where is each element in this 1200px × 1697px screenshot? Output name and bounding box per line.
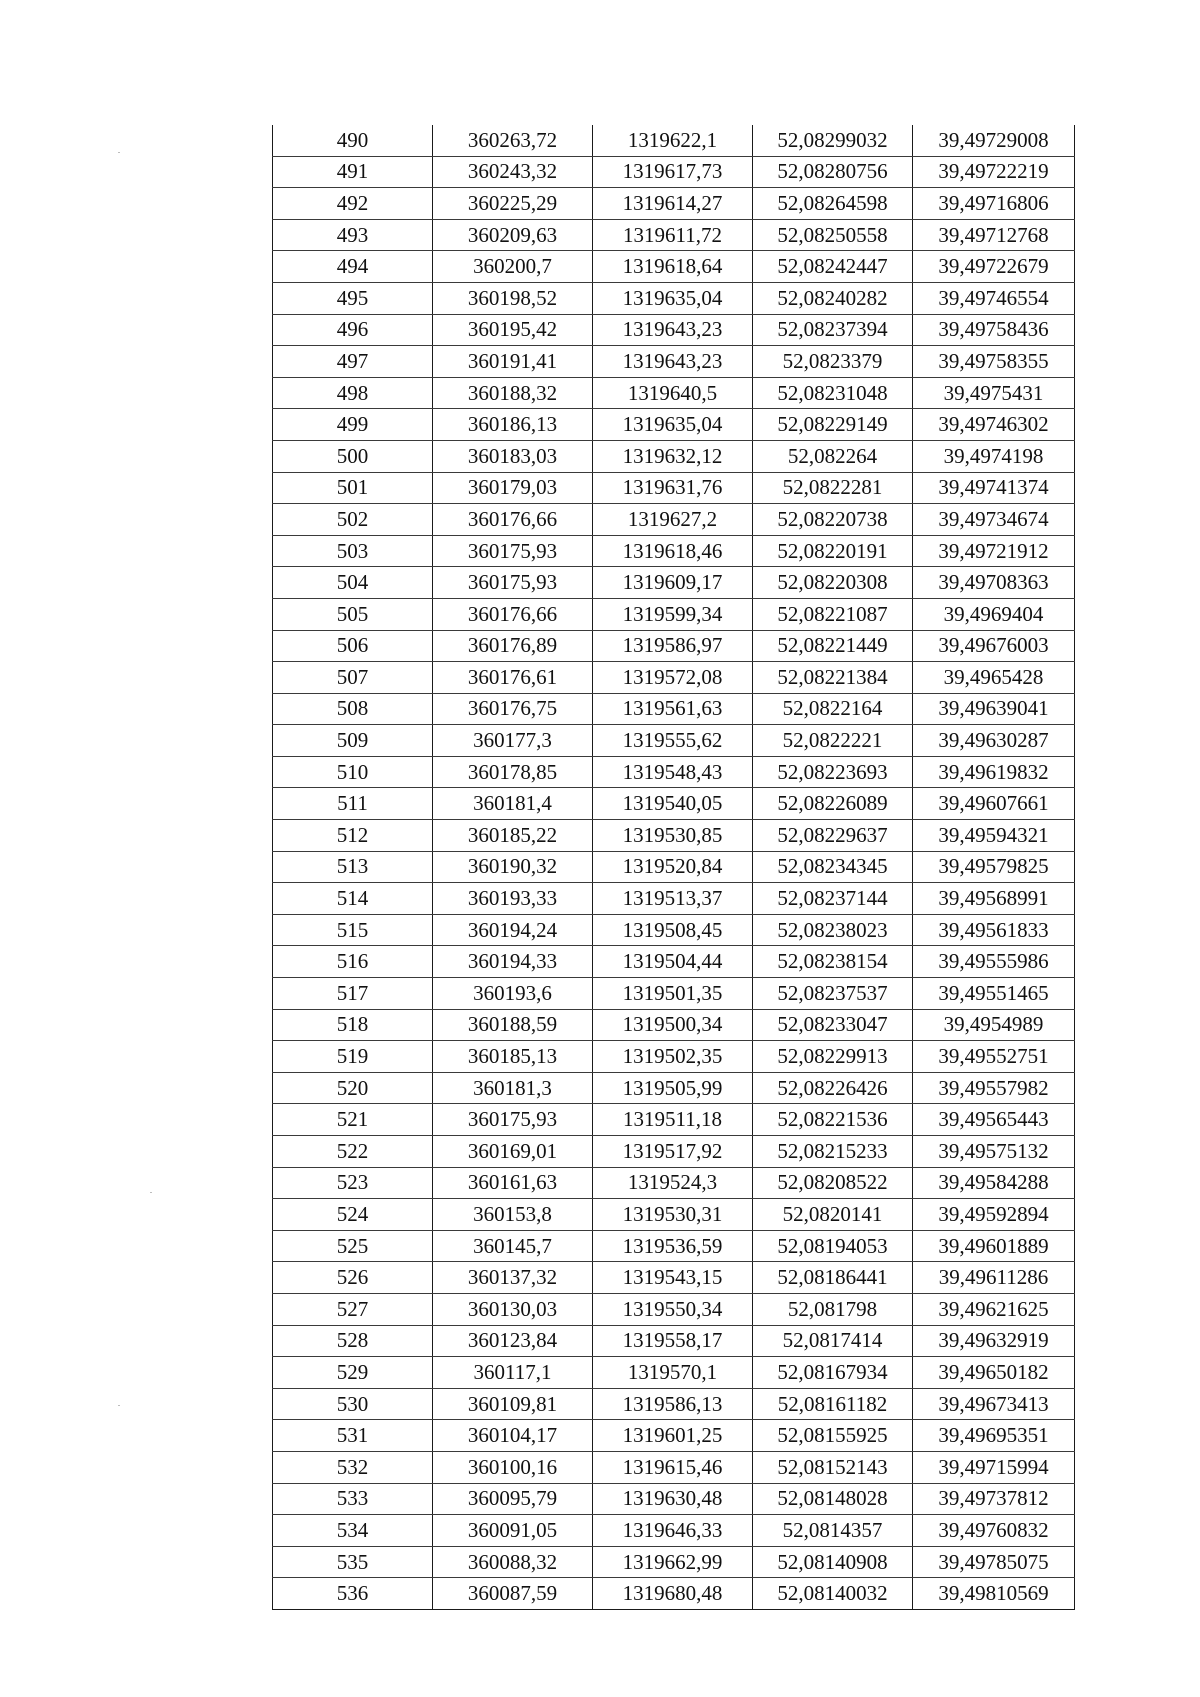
table-row — [273, 851, 1075, 883]
longitude-cell: 39,49575132 — [913, 1136, 1075, 1168]
point-number-cell: 505 — [273, 598, 433, 630]
point-number-cell: 497 — [273, 346, 433, 378]
table-row — [273, 1451, 1075, 1483]
longitude-cell: 39,4974198 — [913, 440, 1075, 472]
latitude-cell: 52,08194053 — [753, 1230, 913, 1262]
table-row — [273, 1325, 1075, 1357]
x-coordinate-cell: 360117,1 — [433, 1357, 593, 1389]
x-coordinate-cell: 360178,85 — [433, 756, 593, 788]
x-coordinate-cell: 360145,7 — [433, 1230, 593, 1262]
point-number-cell: 514 — [273, 883, 433, 915]
longitude-cell: 39,49565443 — [913, 1104, 1075, 1136]
latitude-cell: 52,08226089 — [753, 788, 913, 820]
longitude-cell: 39,49758355 — [913, 346, 1075, 378]
latitude-cell: 52,08299032 — [753, 125, 913, 156]
y-coordinate-cell: 1319627,2 — [593, 504, 753, 536]
point-number-cell: 499 — [273, 409, 433, 441]
longitude-cell: 39,49601889 — [913, 1230, 1075, 1262]
x-coordinate-cell: 360161,63 — [433, 1167, 593, 1199]
table-row — [273, 377, 1075, 409]
y-coordinate-cell: 1319630,48 — [593, 1483, 753, 1515]
point-number-cell: 511 — [273, 788, 433, 820]
x-coordinate-cell: 360176,75 — [433, 693, 593, 725]
point-number-cell: 493 — [273, 219, 433, 251]
table-row — [273, 346, 1075, 378]
point-number-cell: 519 — [273, 1041, 433, 1073]
y-coordinate-cell: 1319609,17 — [593, 567, 753, 599]
longitude-cell: 39,49721912 — [913, 535, 1075, 567]
y-coordinate-cell: 1319618,46 — [593, 535, 753, 567]
point-number-cell: 521 — [273, 1104, 433, 1136]
x-coordinate-cell: 360095,79 — [433, 1483, 593, 1515]
x-coordinate-cell: 360175,93 — [433, 567, 593, 599]
point-number-cell: 509 — [273, 725, 433, 757]
longitude-cell: 39,49630287 — [913, 725, 1075, 757]
table-row — [273, 662, 1075, 694]
longitude-cell: 39,49722219 — [913, 156, 1075, 188]
latitude-cell: 52,081798 — [753, 1293, 913, 1325]
point-number-cell: 526 — [273, 1262, 433, 1294]
point-number-cell: 507 — [273, 662, 433, 694]
x-coordinate-cell: 360193,33 — [433, 883, 593, 915]
x-coordinate-cell: 360195,42 — [433, 314, 593, 346]
point-number-cell: 523 — [273, 1167, 433, 1199]
longitude-cell: 39,49712768 — [913, 219, 1075, 251]
x-coordinate-cell: 360176,66 — [433, 504, 593, 536]
longitude-cell: 39,49621625 — [913, 1293, 1075, 1325]
table-row — [273, 1072, 1075, 1104]
y-coordinate-cell: 1319561,63 — [593, 693, 753, 725]
table-row — [273, 1230, 1075, 1262]
table-row — [273, 1546, 1075, 1578]
longitude-cell: 39,49607661 — [913, 788, 1075, 820]
point-number-cell: 524 — [273, 1199, 433, 1231]
point-number-cell: 535 — [273, 1546, 433, 1578]
x-coordinate-cell: 360193,6 — [433, 978, 593, 1010]
latitude-cell: 52,08221536 — [753, 1104, 913, 1136]
x-coordinate-cell: 360225,29 — [433, 188, 593, 220]
latitude-cell: 52,08238023 — [753, 914, 913, 946]
table-row — [273, 440, 1075, 472]
point-number-cell: 508 — [273, 693, 433, 725]
longitude-cell: 39,49639041 — [913, 693, 1075, 725]
latitude-cell: 52,08250558 — [753, 219, 913, 251]
y-coordinate-cell: 1319572,08 — [593, 662, 753, 694]
table-row — [273, 756, 1075, 788]
y-coordinate-cell: 1319586,97 — [593, 630, 753, 662]
longitude-cell: 39,49557982 — [913, 1072, 1075, 1104]
y-coordinate-cell: 1319524,3 — [593, 1167, 753, 1199]
point-number-cell: 500 — [273, 440, 433, 472]
y-coordinate-cell: 1319550,34 — [593, 1293, 753, 1325]
latitude-cell: 52,08148028 — [753, 1483, 913, 1515]
x-coordinate-cell: 360109,81 — [433, 1388, 593, 1420]
y-coordinate-cell: 1319646,33 — [593, 1515, 753, 1547]
table-row — [273, 725, 1075, 757]
latitude-cell: 52,08237144 — [753, 883, 913, 915]
x-coordinate-cell: 360181,3 — [433, 1072, 593, 1104]
latitude-cell: 52,08264598 — [753, 188, 913, 220]
longitude-cell: 39,49695351 — [913, 1420, 1075, 1452]
point-number-cell: 504 — [273, 567, 433, 599]
longitude-cell: 39,4965428 — [913, 662, 1075, 694]
y-coordinate-cell: 1319614,27 — [593, 188, 753, 220]
point-number-cell: 501 — [273, 472, 433, 504]
latitude-cell: 52,08237394 — [753, 314, 913, 346]
table-row — [273, 535, 1075, 567]
latitude-cell: 52,08220191 — [753, 535, 913, 567]
table-row — [273, 219, 1075, 251]
table-row — [273, 1167, 1075, 1199]
table-row — [273, 914, 1075, 946]
latitude-cell: 52,08221087 — [753, 598, 913, 630]
point-number-cell: 491 — [273, 156, 433, 188]
table-row — [273, 1388, 1075, 1420]
table-row — [273, 125, 1075, 156]
point-number-cell: 502 — [273, 504, 433, 536]
y-coordinate-cell: 1319615,46 — [593, 1451, 753, 1483]
table-row — [273, 883, 1075, 915]
table-row — [273, 1136, 1075, 1168]
latitude-cell: 52,08238154 — [753, 946, 913, 978]
table-row — [273, 156, 1075, 188]
longitude-cell: 39,49632919 — [913, 1325, 1075, 1357]
latitude-cell: 52,08140032 — [753, 1578, 913, 1610]
latitude-cell: 52,08229637 — [753, 820, 913, 852]
y-coordinate-cell: 1319640,5 — [593, 377, 753, 409]
point-number-cell: 528 — [273, 1325, 433, 1357]
longitude-cell: 39,49619832 — [913, 756, 1075, 788]
x-coordinate-cell: 360191,41 — [433, 346, 593, 378]
table-row — [273, 788, 1075, 820]
y-coordinate-cell: 1319643,23 — [593, 314, 753, 346]
point-number-cell: 513 — [273, 851, 433, 883]
table-row — [273, 504, 1075, 536]
y-coordinate-cell: 1319543,15 — [593, 1262, 753, 1294]
point-number-cell: 536 — [273, 1578, 433, 1610]
x-coordinate-cell: 360243,32 — [433, 156, 593, 188]
x-coordinate-cell: 360100,16 — [433, 1451, 593, 1483]
x-coordinate-cell: 360188,32 — [433, 377, 593, 409]
point-number-cell: 522 — [273, 1136, 433, 1168]
table-row — [273, 282, 1075, 314]
coordinates-table — [272, 125, 1075, 1610]
table-row — [273, 1041, 1075, 1073]
longitude-cell: 39,49737812 — [913, 1483, 1075, 1515]
longitude-cell: 39,49746302 — [913, 409, 1075, 441]
point-number-cell: 530 — [273, 1388, 433, 1420]
latitude-cell: 52,0822221 — [753, 725, 913, 757]
latitude-cell: 52,08167934 — [753, 1357, 913, 1389]
latitude-cell: 52,08226426 — [753, 1072, 913, 1104]
table-row — [273, 978, 1075, 1010]
x-coordinate-cell: 360169,01 — [433, 1136, 593, 1168]
latitude-cell: 52,08221449 — [753, 630, 913, 662]
latitude-cell: 52,0820141 — [753, 1199, 913, 1231]
scan-speck — [150, 1192, 152, 1193]
x-coordinate-cell: 360185,13 — [433, 1041, 593, 1073]
table-row — [273, 251, 1075, 283]
longitude-cell: 39,49760832 — [913, 1515, 1075, 1547]
y-coordinate-cell: 1319611,72 — [593, 219, 753, 251]
x-coordinate-cell: 360104,17 — [433, 1420, 593, 1452]
longitude-cell: 39,49746554 — [913, 282, 1075, 314]
table-row — [273, 409, 1075, 441]
point-number-cell: 506 — [273, 630, 433, 662]
table-row — [273, 188, 1075, 220]
table-row — [273, 630, 1075, 662]
y-coordinate-cell: 1319599,34 — [593, 598, 753, 630]
longitude-cell: 39,49734674 — [913, 504, 1075, 536]
longitude-cell: 39,49579825 — [913, 851, 1075, 883]
y-coordinate-cell: 1319548,43 — [593, 756, 753, 788]
table-row — [273, 1578, 1075, 1610]
latitude-cell: 52,0822164 — [753, 693, 913, 725]
longitude-cell: 39,49722679 — [913, 251, 1075, 283]
latitude-cell: 52,0817414 — [753, 1325, 913, 1357]
y-coordinate-cell: 1319513,37 — [593, 883, 753, 915]
table-row — [273, 820, 1075, 852]
point-number-cell: 496 — [273, 314, 433, 346]
latitude-cell: 52,082264 — [753, 440, 913, 472]
y-coordinate-cell: 1319517,92 — [593, 1136, 753, 1168]
point-number-cell: 515 — [273, 914, 433, 946]
y-coordinate-cell: 1319662,99 — [593, 1546, 753, 1578]
point-number-cell: 516 — [273, 946, 433, 978]
x-coordinate-cell: 360185,22 — [433, 820, 593, 852]
y-coordinate-cell: 1319530,85 — [593, 820, 753, 852]
x-coordinate-cell: 360200,7 — [433, 251, 593, 283]
latitude-cell: 52,08240282 — [753, 282, 913, 314]
latitude-cell: 52,08152143 — [753, 1451, 913, 1483]
x-coordinate-cell: 360186,13 — [433, 409, 593, 441]
x-coordinate-cell: 360176,61 — [433, 662, 593, 694]
x-coordinate-cell: 360190,32 — [433, 851, 593, 883]
longitude-cell: 39,49611286 — [913, 1262, 1075, 1294]
longitude-cell: 39,49673413 — [913, 1388, 1075, 1420]
point-number-cell: 498 — [273, 377, 433, 409]
point-number-cell: 520 — [273, 1072, 433, 1104]
table-row — [273, 314, 1075, 346]
longitude-cell: 39,49715994 — [913, 1451, 1075, 1483]
x-coordinate-cell: 360123,84 — [433, 1325, 593, 1357]
latitude-cell: 52,08231048 — [753, 377, 913, 409]
point-number-cell: 527 — [273, 1293, 433, 1325]
point-number-cell: 512 — [273, 820, 433, 852]
y-coordinate-cell: 1319635,04 — [593, 282, 753, 314]
y-coordinate-cell: 1319500,34 — [593, 1009, 753, 1041]
coordinates-table-body — [273, 125, 1075, 1609]
latitude-cell: 52,08208522 — [753, 1167, 913, 1199]
latitude-cell: 52,08221384 — [753, 662, 913, 694]
point-number-cell: 490 — [273, 125, 433, 156]
y-coordinate-cell: 1319618,64 — [593, 251, 753, 283]
x-coordinate-cell: 360194,24 — [433, 914, 593, 946]
point-number-cell: 534 — [273, 1515, 433, 1547]
x-coordinate-cell: 360091,05 — [433, 1515, 593, 1547]
point-number-cell: 518 — [273, 1009, 433, 1041]
table-row — [273, 1515, 1075, 1547]
longitude-cell: 39,49555986 — [913, 946, 1075, 978]
x-coordinate-cell: 360263,72 — [433, 125, 593, 156]
table-row — [273, 693, 1075, 725]
longitude-cell: 39,49568991 — [913, 883, 1075, 915]
x-coordinate-cell: 360188,59 — [433, 1009, 593, 1041]
point-number-cell: 525 — [273, 1230, 433, 1262]
latitude-cell: 52,08237537 — [753, 978, 913, 1010]
latitude-cell: 52,0822281 — [753, 472, 913, 504]
table-row — [273, 598, 1075, 630]
y-coordinate-cell: 1319632,12 — [593, 440, 753, 472]
y-coordinate-cell: 1319586,13 — [593, 1388, 753, 1420]
x-coordinate-cell: 360176,66 — [433, 598, 593, 630]
y-coordinate-cell: 1319570,1 — [593, 1357, 753, 1389]
latitude-cell: 52,08234345 — [753, 851, 913, 883]
latitude-cell: 52,0823379 — [753, 346, 913, 378]
point-number-cell: 529 — [273, 1357, 433, 1389]
y-coordinate-cell: 1319635,04 — [593, 409, 753, 441]
table-row — [273, 1262, 1075, 1294]
longitude-cell: 39,49592894 — [913, 1199, 1075, 1231]
x-coordinate-cell: 360153,8 — [433, 1199, 593, 1231]
latitude-cell: 52,08215233 — [753, 1136, 913, 1168]
x-coordinate-cell: 360183,03 — [433, 440, 593, 472]
y-coordinate-cell: 1319505,99 — [593, 1072, 753, 1104]
table-row — [273, 1420, 1075, 1452]
x-coordinate-cell: 360209,63 — [433, 219, 593, 251]
longitude-cell: 39,4954989 — [913, 1009, 1075, 1041]
latitude-cell: 52,0814357 — [753, 1515, 913, 1547]
longitude-cell: 39,49716806 — [913, 188, 1075, 220]
y-coordinate-cell: 1319520,84 — [593, 851, 753, 883]
longitude-cell: 39,49810569 — [913, 1578, 1075, 1610]
y-coordinate-cell: 1319540,05 — [593, 788, 753, 820]
point-number-cell: 503 — [273, 535, 433, 567]
table-row — [273, 946, 1075, 978]
y-coordinate-cell: 1319643,23 — [593, 346, 753, 378]
x-coordinate-cell: 360175,93 — [433, 1104, 593, 1136]
table-row — [273, 1009, 1075, 1041]
longitude-cell: 39,49758436 — [913, 314, 1075, 346]
latitude-cell: 52,08229913 — [753, 1041, 913, 1073]
latitude-cell: 52,08220308 — [753, 567, 913, 599]
x-coordinate-cell: 360176,89 — [433, 630, 593, 662]
table-row — [273, 1357, 1075, 1389]
latitude-cell: 52,08223693 — [753, 756, 913, 788]
y-coordinate-cell: 1319508,45 — [593, 914, 753, 946]
y-coordinate-cell: 1319555,62 — [593, 725, 753, 757]
x-coordinate-cell: 360087,59 — [433, 1578, 593, 1610]
point-number-cell: 531 — [273, 1420, 433, 1452]
longitude-cell: 39,49729008 — [913, 125, 1075, 156]
point-number-cell: 510 — [273, 756, 433, 788]
table-row — [273, 1293, 1075, 1325]
latitude-cell: 52,08242447 — [753, 251, 913, 283]
table-row — [273, 567, 1075, 599]
y-coordinate-cell: 1319558,17 — [593, 1325, 753, 1357]
longitude-cell: 39,49551465 — [913, 978, 1075, 1010]
point-number-cell: 533 — [273, 1483, 433, 1515]
longitude-cell: 39,49676003 — [913, 630, 1075, 662]
latitude-cell: 52,08229149 — [753, 409, 913, 441]
y-coordinate-cell: 1319680,48 — [593, 1578, 753, 1610]
latitude-cell: 52,08233047 — [753, 1009, 913, 1041]
x-coordinate-cell: 360194,33 — [433, 946, 593, 978]
latitude-cell: 52,08186441 — [753, 1262, 913, 1294]
longitude-cell: 39,49708363 — [913, 567, 1075, 599]
x-coordinate-cell: 360130,03 — [433, 1293, 593, 1325]
longitude-cell: 39,49594321 — [913, 820, 1075, 852]
y-coordinate-cell: 1319504,44 — [593, 946, 753, 978]
y-coordinate-cell: 1319501,35 — [593, 978, 753, 1010]
x-coordinate-cell: 360181,4 — [433, 788, 593, 820]
longitude-cell: 39,49561833 — [913, 914, 1075, 946]
scan-speck — [118, 1405, 120, 1406]
longitude-cell: 39,49650182 — [913, 1357, 1075, 1389]
x-coordinate-cell: 360175,93 — [433, 535, 593, 567]
longitude-cell: 39,4969404 — [913, 598, 1075, 630]
longitude-cell: 39,4975431 — [913, 377, 1075, 409]
y-coordinate-cell: 1319601,25 — [593, 1420, 753, 1452]
latitude-cell: 52,08140908 — [753, 1546, 913, 1578]
y-coordinate-cell: 1319530,31 — [593, 1199, 753, 1231]
y-coordinate-cell: 1319511,18 — [593, 1104, 753, 1136]
longitude-cell: 39,49741374 — [913, 472, 1075, 504]
longitude-cell: 39,49584288 — [913, 1167, 1075, 1199]
y-coordinate-cell: 1319617,73 — [593, 156, 753, 188]
scan-speck — [118, 152, 120, 153]
point-number-cell: 495 — [273, 282, 433, 314]
latitude-cell: 52,08155925 — [753, 1420, 913, 1452]
y-coordinate-cell: 1319622,1 — [593, 125, 753, 156]
x-coordinate-cell: 360198,52 — [433, 282, 593, 314]
x-coordinate-cell: 360088,32 — [433, 1546, 593, 1578]
latitude-cell: 52,08161182 — [753, 1388, 913, 1420]
latitude-cell: 52,08220738 — [753, 504, 913, 536]
y-coordinate-cell: 1319502,35 — [593, 1041, 753, 1073]
x-coordinate-cell: 360137,32 — [433, 1262, 593, 1294]
point-number-cell: 532 — [273, 1451, 433, 1483]
table-row — [273, 472, 1075, 504]
table-row — [273, 1483, 1075, 1515]
latitude-cell: 52,08280756 — [753, 156, 913, 188]
x-coordinate-cell: 360177,3 — [433, 725, 593, 757]
table-row — [273, 1199, 1075, 1231]
table-row — [273, 1104, 1075, 1136]
y-coordinate-cell: 1319631,76 — [593, 472, 753, 504]
y-coordinate-cell: 1319536,59 — [593, 1230, 753, 1262]
point-number-cell: 492 — [273, 188, 433, 220]
longitude-cell: 39,49552751 — [913, 1041, 1075, 1073]
point-number-cell: 517 — [273, 978, 433, 1010]
x-coordinate-cell: 360179,03 — [433, 472, 593, 504]
point-number-cell: 494 — [273, 251, 433, 283]
longitude-cell: 39,49785075 — [913, 1546, 1075, 1578]
